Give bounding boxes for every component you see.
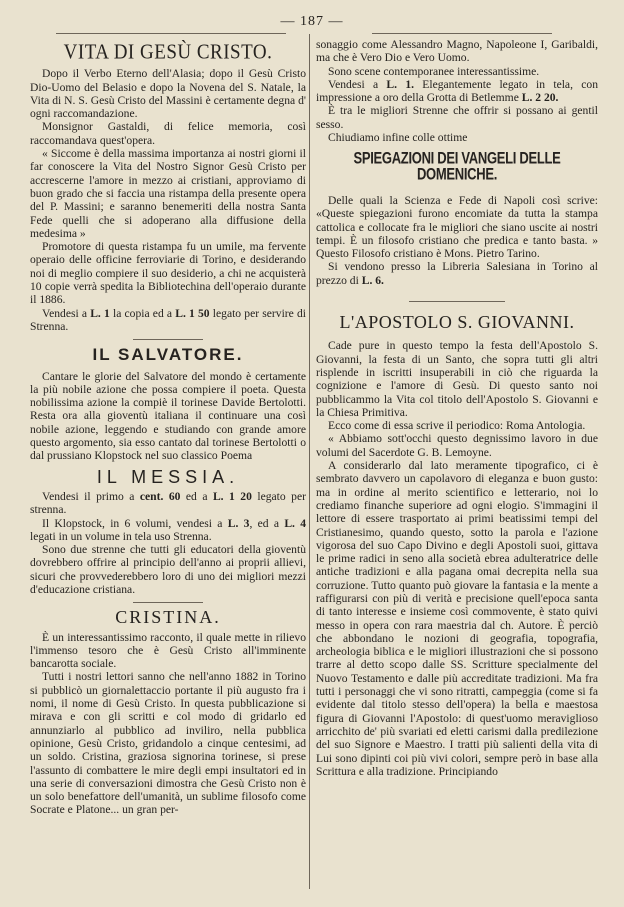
top-rule-left [56, 33, 286, 34]
spiegazioni-paragraph-1: Delle quali la Scienza e Fede di Napoli così scrive: «Queste spiegazioni furono encomiate da tutta la stampa cattolica e collocate fra le migliori che siano uscite ai nostri tempi. È un filosofo cristiano che predica e tanto basta. » Questo Filosofo cristiano è Mons. Pietro Tarino. [316, 193, 598, 261]
vita-price-mid: la copia ed a [109, 306, 176, 320]
messia-p1-mid: ed a [180, 489, 213, 503]
cristina-price-1: L. 1. [386, 77, 415, 91]
cristina-title: CRISTINA. [115, 607, 221, 628]
vita-price-1: L. 1 [90, 306, 110, 320]
vita-paragraph-4: Promotore di questa ristampa fu un umile, ma fervente operaio delle officine ferroviarie di Torino, e desiderando noi di meglio compiere il suo desiderio, a chi ne acquisterà 10 copie verrà spedita la Bibliotechina dell'operaio durante il 1886. [30, 240, 306, 307]
section-divider [133, 339, 203, 340]
continued-paragraph: sonaggio come Alessandro Magno, Napoleone I, Garibaldi, ma che è Vero Dio e Vero Uomo. [316, 38, 598, 65]
right-column [316, 38, 598, 893]
vita-paragraph-3: « Siccome è della massima importanza ai nostri giorni il far conoscere la Vita del Nostro Signor Gesù Cristo per accrescerne l'amore in mezzo ai cristiani, approviamo di buon grado che si faccia una ristampa della presente opera del P. Massini; e saranno benemeriti della nostra Santa Fede quelli che si adoperano alla diffusione della medesima » [30, 147, 306, 240]
spiegazioni-price: L. 6. [361, 273, 384, 287]
messia-paragraph-3: Sono due strenne che tutti gli educatori della gioventù dovrebbero offrire al principio dell'anno ai proprii allievi, sicuri che provvederebbero loro di uno dei migliori mezzi d'educazione cristiana. [30, 543, 306, 596]
vita-title: VITA DI GESÙ CRISTO. [63, 40, 273, 65]
vita-price-paragraph [30, 307, 306, 334]
cristina-price-mid: Elegantemente legato in tela, con impressione a oro della Grotta di Betlemme [316, 77, 598, 105]
cristina-price-paragraph [316, 78, 598, 105]
apostolo-paragraph-4: A considerarlo dal lato meramente tipografico, ci è sembrato davvero un capolavoro di eleganza e buon gusto: ma in ordine al merito scientifico e letterario, noi lo crediamo finanche superiore ad ogni elogio. S'immagini il lettore di essere trasportato ai primi beatissimi tempi del Cristianesimo, quando questo, sotto la parola e l'azione vigorosa del suo Capo Divino e degli Apostoli suoi, gittava le prime radici in seno alla società ebrea adulteratrice delle antiche tradizioni e alla pagana omai decrepita nella sua corruzione. Tutto quanto può giovare la fantasia e la mente a raffigurarsi con più di verità e precisione quell'epoca santa di tanto interesse e insieme così commovente, è stato quivi messo in opera con rara maestria dal ch. Autore. È perciò che abbondano le nozioni di geografia, topografia, archeologia biblica e le migliori illustrazioni che si possono trarre al detto scopo dalle SS. Scritture specialmente del Nuovo Testamento e dalle più accreditate tradizioni. Ma fra tutti i personaggi che vi sono ritratti, campeggia (come si fa evidente dal titolo stesso dell'opera) la bella e maestosa figura di Giovanni l'Apostolo: di quest'uomo meraviglioso arricchito de' più svariati ed eletti carismi dalla predilezione del suo Signore e Maestro. I tratti più salienti della vita di Lui sono dipinti coi più vivi colori, sempre però in base alla Scrittura e alla tradizione. Principiando [316, 459, 598, 778]
chiudiamo-paragraph: Chiudiamo infine colle ottime [328, 131, 468, 145]
vita-price-pre: Vendesi a [42, 306, 91, 320]
messia-p2-mid: , ed a [249, 516, 285, 530]
vita-paragraph-1: Dopo il Verbo Eterno dell'Alasia; dopo il Gesù Cristo Dio-Uomo del Belasio e dopo la Novena del S. Natale, la Vita di N. S. Gesù Cristo del Massini è certamente degna d' ogni raccomandazione. [30, 67, 306, 121]
messia-price-paragraph-1 [30, 490, 306, 517]
messia-price-paragraph-2 [30, 517, 306, 544]
section-divider [409, 301, 505, 302]
vita-paragraph-2: Monsignor Gastaldi, di felice memoria, così raccomandava quest'opera. [30, 120, 306, 147]
spiegazioni-title: SPIEGAZIONI DEI VANGELI DELLE DOMENICHE. [353, 148, 561, 185]
messia-p1-price-2: L. 1 20 [212, 489, 252, 503]
spiegazioni-price-pre: Si vendono presso la Libreria Salesiana in Torino al prezzo di [316, 260, 598, 287]
cristina-paragraph-2: Tutti i nostri lettori sanno che nell'anno 1882 in Torino si pubblicò un giornalettaccio portante il più augusto fra i nomi, il nome di Gesù Cristo. In questa pubblicazione si mirava e con gli scritti e col modo di gridarlo ed annunziarlo al pubblico ad inviliro, nella pubblica opinione, Gesù Cristo, gridandolo a cinque centesimi, ad un soldo. Cristina, graziosa signorina torinese, si prese l'assunto di combattere le mire degli empi insultatori ed in una serie di conversazioni dimostra che Gesù Cristo non è un solo benefattore dell'umanità, un sublime filosofo come Socrate e Platone... un gran per- [30, 670, 306, 817]
apostolo-paragraph-2: Ecco come di essa scrive il periodico: Roma Antologia. [328, 419, 586, 433]
messia-p1-pre: Vendesi il primo a [42, 489, 140, 503]
apostolo-paragraph-1: Cade pure in questo tempo la festa dell'Apostolo S. Giovanni, la festa di un Santo, che sopra tutti gli altri risplende in iscritti insuperabili in ciò che riguarda la cognizione e l'amore di Gesù. Di questo santo noi pubblicammo la Vita col titolo dell'Apostolo S. Giovanni e la Chiesa Primitiva. [316, 339, 598, 419]
messia-p2-pre: Il Klopstock, in 6 volumi, vendesi a [42, 516, 228, 530]
cristina-price-pre: Vendesi a [328, 77, 387, 91]
cristina-price-2: L. 2 20. [521, 91, 559, 105]
section-divider [133, 602, 203, 603]
cristina-paragraph-1: È un interessantissimo racconto, il quale mette in rilievo l'immenso tesoro che è Gesù Cristo all'imminente bancarotta sociale. [30, 630, 306, 671]
column-divider [309, 34, 310, 889]
apostolo-title: L'APOSTOLO S. GIOVANNI. [339, 312, 575, 333]
messia-p1-post: legato per strenna. [30, 489, 306, 517]
messia-p1-price-1: cent. 60 [139, 489, 181, 503]
apostolo-paragraph-3: « Abbiamo sott'occhi questo degnissimo lavoro in due volumi del Sacerdote G. B. Lemoyne. [316, 432, 598, 459]
scene-paragraph: Sono scene contemporanee interessantissime. [328, 64, 540, 78]
vita-price-2: L. 1 50 [175, 306, 210, 320]
messia-p2-price-1: L. 3 [227, 516, 250, 530]
left-column [30, 38, 306, 893]
salvatore-paragraph: Cantare le glorie del Salvatore del mondo è certamente la più nobile azione che possa compiere il poeta. Questa nobilissima azione la compiè il torinese Davide Bertolotti. Resta ora alla gioventù italiana il continuare una così nobile azione, leggendo e studiando con grande amore questo argomento, sia esso cantato dal torinese Bertolotti o dal prussiano Klopstock nel suo classico Poema [30, 369, 306, 463]
vita-price-post: legato per servire di Strenna. [30, 306, 306, 333]
page-number: — 187 — [280, 14, 344, 29]
messia-p2-post: legati in un volume in tela uso Strenna. [30, 529, 212, 543]
spiegazioni-price-paragraph [316, 260, 598, 287]
strenne-paragraph: È tra le migliori Strenne che offrir si possano ai gentil sesso. [316, 104, 598, 131]
salvatore-title: IL SALVATORE. [92, 345, 244, 365]
messia-p2-price-2: L. 4 [284, 516, 307, 530]
messia-title: IL MESSIA. [96, 466, 240, 487]
top-rule-right [372, 33, 552, 34]
